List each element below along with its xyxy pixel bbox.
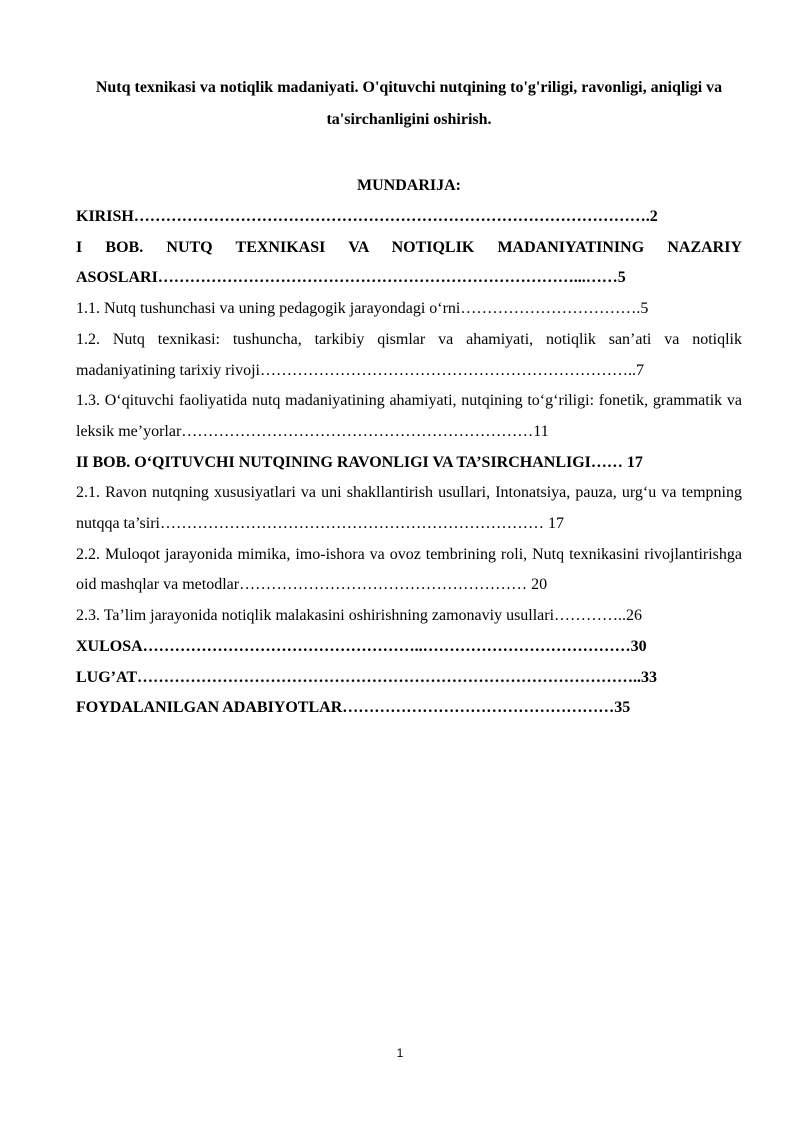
toc-entry-xulosa: XULOSA……………………………………………..…………………………………30 (76, 637, 647, 655)
toc-entry-1-2: 1.2. Nutq texnikasi: tushuncha, tarkibiy qismlar va ahamiyati, notiqlik san’ati va notiqlik madaniyatining tarixiy rivoji……………………………………………………………..7 (76, 330, 742, 379)
toc-entry-2-2: 2.2. Muloqot jarayonida mimika, imo-ishora va ovoz tembrining roli, Nutq texnikasini rivojlantirishga oid mashqlar va metodlar……………………………………………… 20 (76, 545, 742, 594)
toc-entry-chapter-2: II BOB. O‘QITUVCHI NUTQINING RAVONLIGI VA TA’SIRCHANLIGI…… 17 (76, 453, 643, 471)
table-of-contents (76, 202, 742, 724)
toc-entry-1-3: 1.3. O‘qituvchi faoliyatida nutq madaniyatining ahamiyati, nutqining to‘g‘riligi: fonetik, grammatik va leksik me’yorlar…………………………………………………………11 (76, 392, 742, 440)
toc-entry-2-1: 2.1. Ravon nutqning xususiyatlari va uni shakllantirish usullari, Intonatsiya, pauza, urg‘u va tempning nutqqa ta’siri……………………………………………………………… 17 (76, 484, 742, 533)
toc-entry-kirish: KIRISH…………………………………………………………………………………….2 (76, 208, 658, 225)
toc-entry-chapter-1: I BOB. NUTQ TEXNIKASI VA NOTIQLIK MADANIYATINING NAZARIY ASOSLARI……………………………………………………………………...……5 (76, 238, 742, 287)
toc-entry-lugat: LUG’AT…………………………………………………………………………………..33 (76, 668, 658, 686)
toc-heading: MUNDARIJA: (357, 177, 461, 194)
toc-entry-2-3: 2.3. Ta’lim jarayonida notiqlik malakasini oshirishning zamonaviy usullari…………..26 (76, 607, 643, 625)
page-number: 1 (396, 1046, 404, 1060)
toc-entry-adabiyotlar: FOYDALANILGAN ADABIYOTLAR……………………………………………35 (76, 699, 631, 717)
document-title: Nutq texnikasi va notiqlik madaniyati. O'qituvchi nutqining to'g'riligi, ravonligi, aniqligi va ta'sirchanligini oshirish. (95, 79, 723, 128)
toc-entry-1-1: 1.1. Nutq tushunchasi va uning pedagogik jarayondagi o‘rni…………………………….5 (76, 300, 649, 318)
